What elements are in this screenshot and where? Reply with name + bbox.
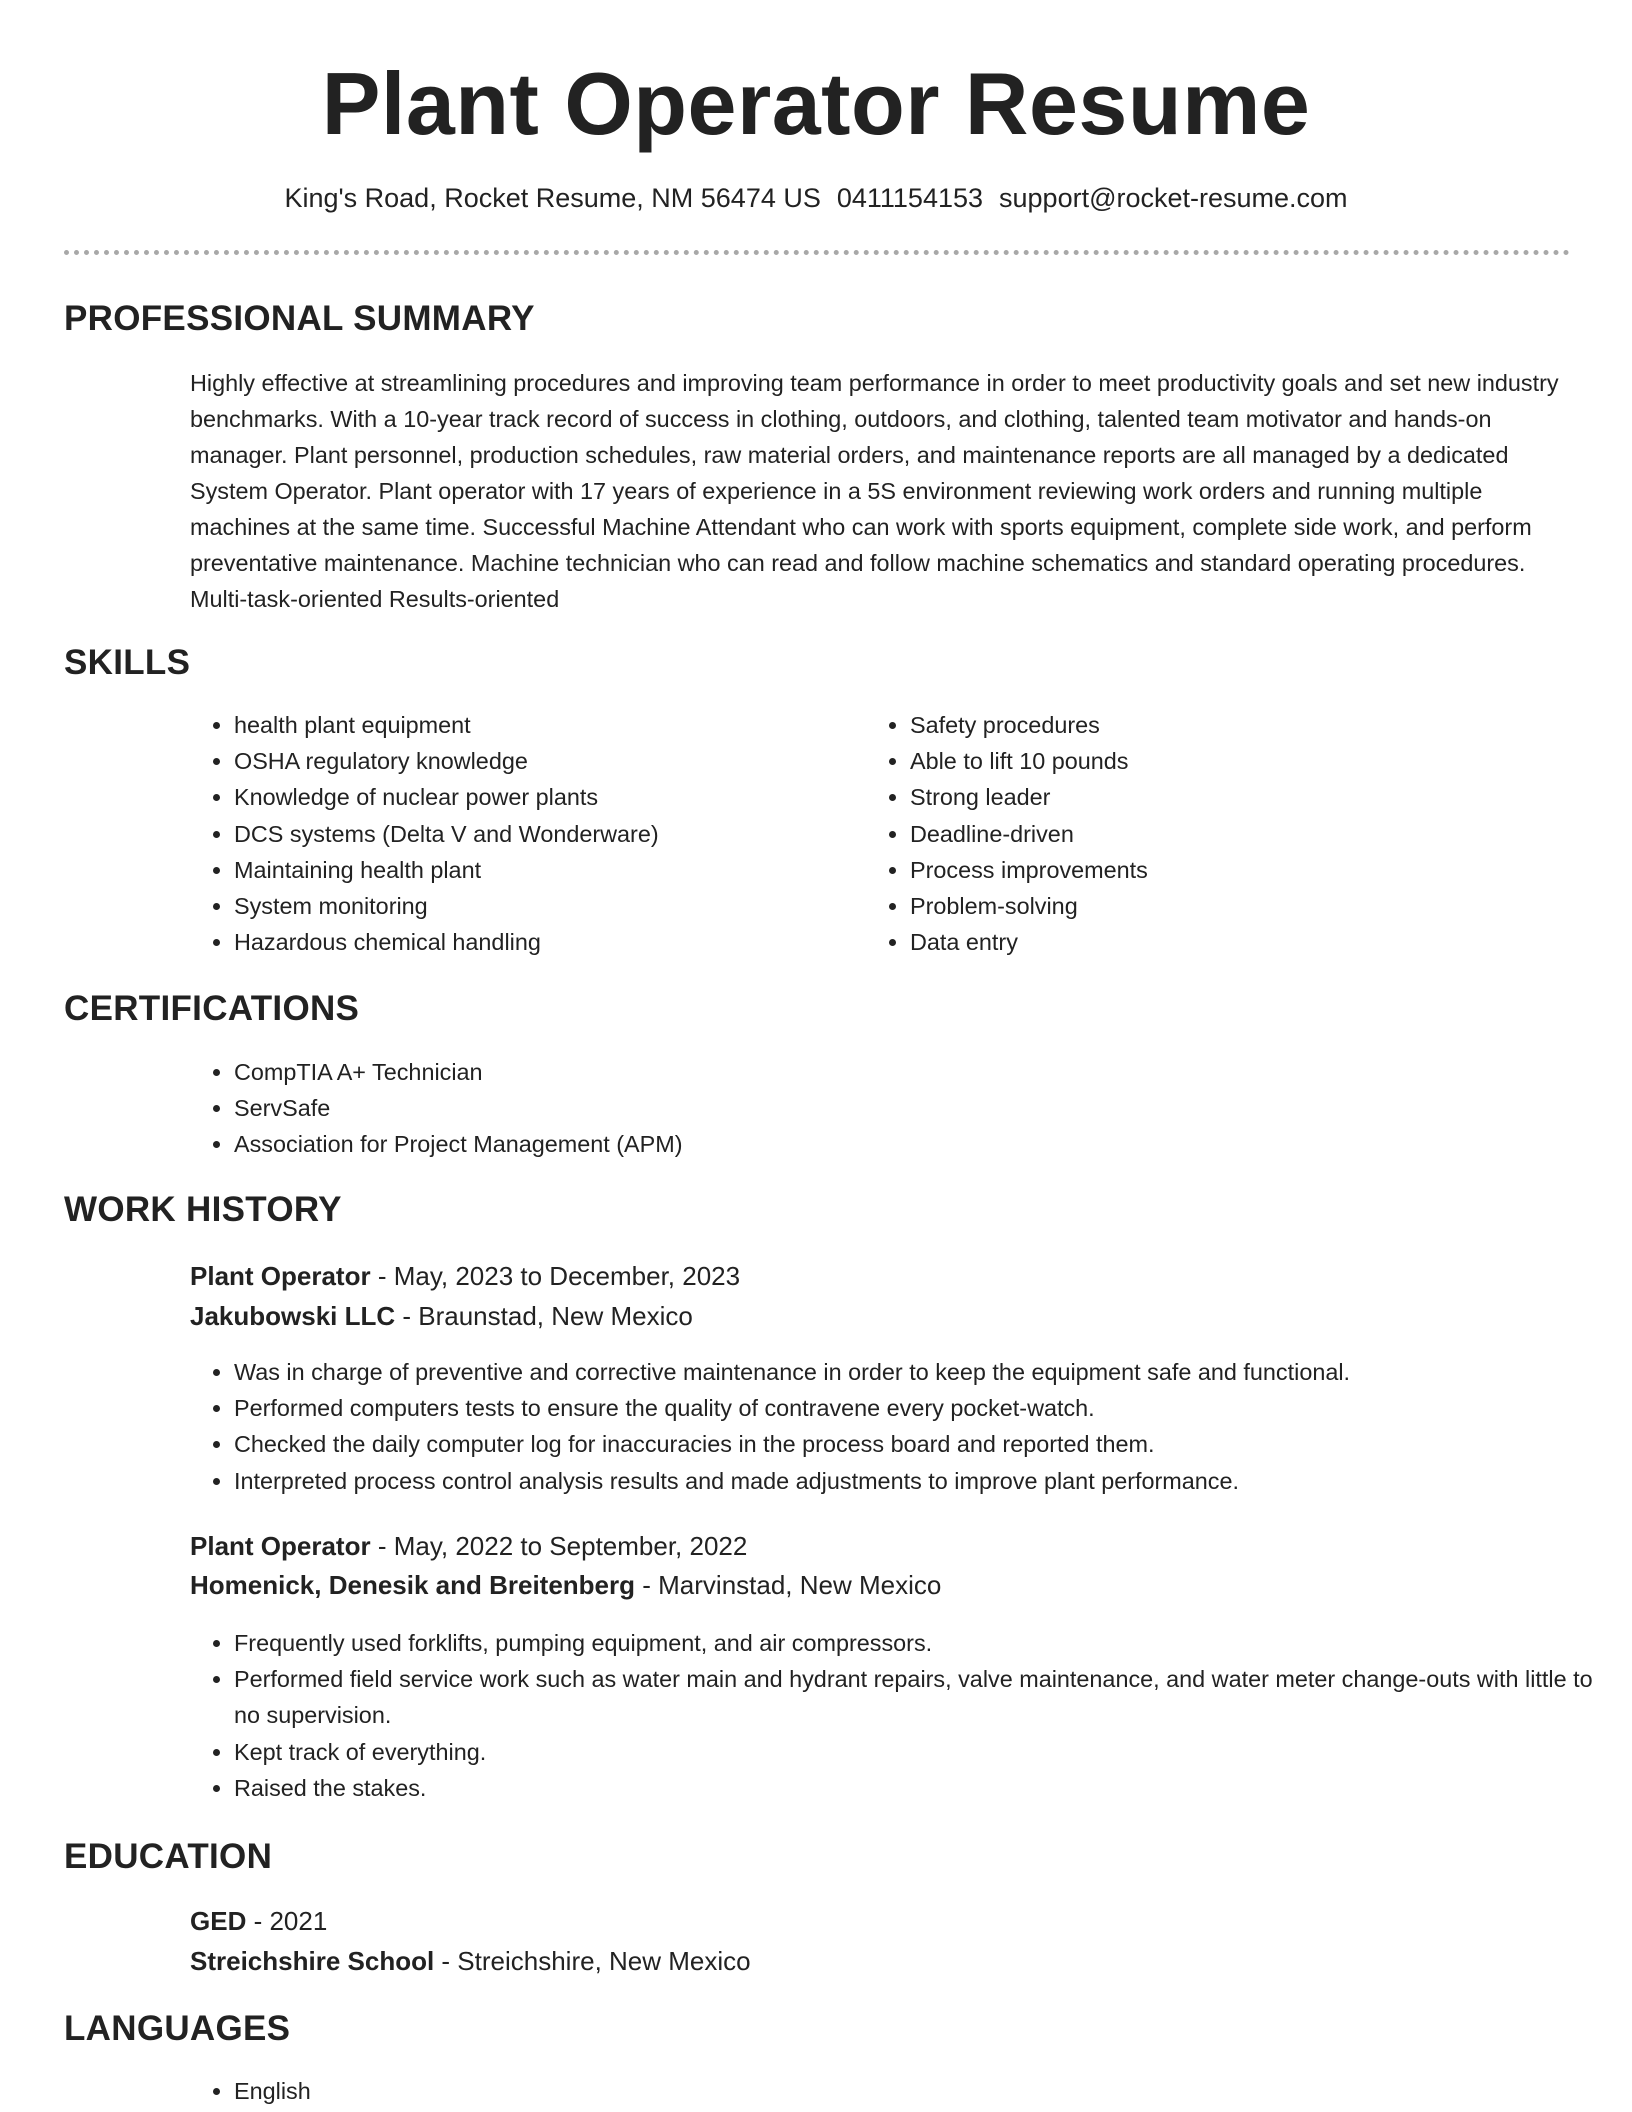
- job-company-line: [190, 1298, 693, 1334]
- skill-item: • Able to lift 10 pounds: [910, 743, 1530, 779]
- contact-phone: 0411154153: [836, 183, 984, 213]
- education-year: - 2021: [246, 1906, 328, 1936]
- job-title-line: [190, 1528, 747, 1564]
- skill-item: • Knowledge of nuclear power plants: [234, 779, 854, 815]
- education-degree-line: [190, 1903, 327, 1939]
- job-title: Plant Operator: [190, 1261, 371, 1291]
- skill-item: • Hazardous chemical handling: [234, 924, 854, 960]
- education-school: Streichshire School: [190, 1946, 435, 1976]
- job-duties-list: [190, 1625, 1614, 1806]
- job-dates: - May, 2022 to September, 2022: [370, 1531, 748, 1561]
- skill-item: • health plant equipment: [234, 707, 854, 743]
- job-duty: • Performed field service work such as water main and hydrant repairs, valve maintenance, and water meter change-outs with little to no supervision.: [234, 1661, 1614, 1733]
- language-item: • English: [234, 2073, 834, 2109]
- job-duty: • Raised the stakes.: [234, 1770, 1614, 1806]
- skill-item: • Safety procedures: [910, 707, 1530, 743]
- job-duty: • Was in charge of preventive and corrective maintenance in order to keep the equipment safe and functional.: [234, 1354, 1614, 1390]
- education-location: - Streichshire, New Mexico: [434, 1946, 751, 1976]
- skill-item: • DCS systems (Delta V and Wonderware): [234, 816, 854, 852]
- certification-item: • ServSafe: [234, 1090, 1534, 1126]
- languages-heading: LANGUAGES: [64, 2009, 291, 2048]
- skill-item: • Deadline-driven: [910, 816, 1530, 852]
- skill-item: • Data entry: [910, 924, 1530, 960]
- job-company: Jakubowski LLC: [190, 1301, 396, 1331]
- skill-item: • Problem-solving: [910, 888, 1530, 924]
- certification-item: • Association for Project Management (APM): [234, 1126, 1534, 1162]
- certifications-list: [190, 1054, 1534, 1163]
- job-duties-list: [190, 1354, 1614, 1499]
- job-location: - Marvinstad, New Mexico: [635, 1570, 942, 1600]
- skills-list-right: [866, 707, 1530, 960]
- job-title-line: [190, 1258, 740, 1294]
- certifications-heading: CERTIFICATIONS: [64, 989, 360, 1028]
- job-title: Plant Operator: [190, 1531, 371, 1561]
- work-history-heading: WORK HISTORY: [64, 1190, 342, 1229]
- skills-heading: SKILLS: [64, 643, 191, 682]
- job-company: Homenick, Denesik and Breitenberg: [190, 1570, 636, 1600]
- certification-item: • CompTIA A+ Technician: [234, 1054, 1534, 1090]
- header-divider: [64, 250, 1570, 255]
- resume-title: Plant Operator Resume: [321, 54, 1311, 153]
- contact-address: King's Road, Rocket Resume, NM 56474 US: [284, 183, 821, 213]
- job-duty: • Performed computers tests to ensure the quality of contravene every pocket-watch.: [234, 1390, 1614, 1426]
- contact-email: support@rocket-resume.com: [999, 183, 1348, 213]
- job-duty: • Kept track of everything.: [234, 1734, 1614, 1770]
- job-duty: • Interpreted process control analysis results and made adjustments to improve plant performance.: [234, 1463, 1614, 1499]
- job-duty: • Frequently used forklifts, pumping equipment, and air compressors.: [234, 1625, 1614, 1661]
- job-duty: • Checked the daily computer log for inaccuracies in the process board and reported them.: [234, 1426, 1614, 1462]
- education-heading: EDUCATION: [64, 1837, 273, 1876]
- contact-line: [0, 180, 1632, 216]
- skill-item: • Strong leader: [910, 779, 1530, 815]
- languages-list: [190, 2073, 834, 2109]
- summary-text: Highly effective at streamlining procedures and improving team performance in order to meet productivity goals and set new industry benchmarks. With a 10-year track record of success in clothing, outdoors, and clothing, talented team motivator and hands-on manager. Plant personnel, production schedules, raw material orders, and maintenance reports are all managed by a dedicated System Operator. Plant operator with 17 years of experience in a 5S environment reviewing work orders and running multiple machines at the same time. Successful Machine Attendant who can work with sports equipment, complete side work, and perform preventative maintenance. Machine technician who can read and follow machine schematics and standard operating procedures. Multi-task-oriented Results-oriented: [190, 370, 1559, 612]
- skill-item: • Maintaining health plant: [234, 852, 854, 888]
- job-company-line: [190, 1567, 941, 1603]
- education-school-line: [190, 1943, 751, 1979]
- skill-item: • OSHA regulatory knowledge: [234, 743, 854, 779]
- education-degree: GED: [190, 1906, 247, 1936]
- skills-list-left: [190, 707, 854, 960]
- job-location: - Braunstad, New Mexico: [395, 1301, 693, 1331]
- skill-item: • Process improvements: [910, 852, 1530, 888]
- job-dates: - May, 2023 to December, 2023: [370, 1261, 741, 1291]
- skill-item: • System monitoring: [234, 888, 854, 924]
- summary-heading: PROFESSIONAL SUMMARY: [64, 299, 535, 338]
